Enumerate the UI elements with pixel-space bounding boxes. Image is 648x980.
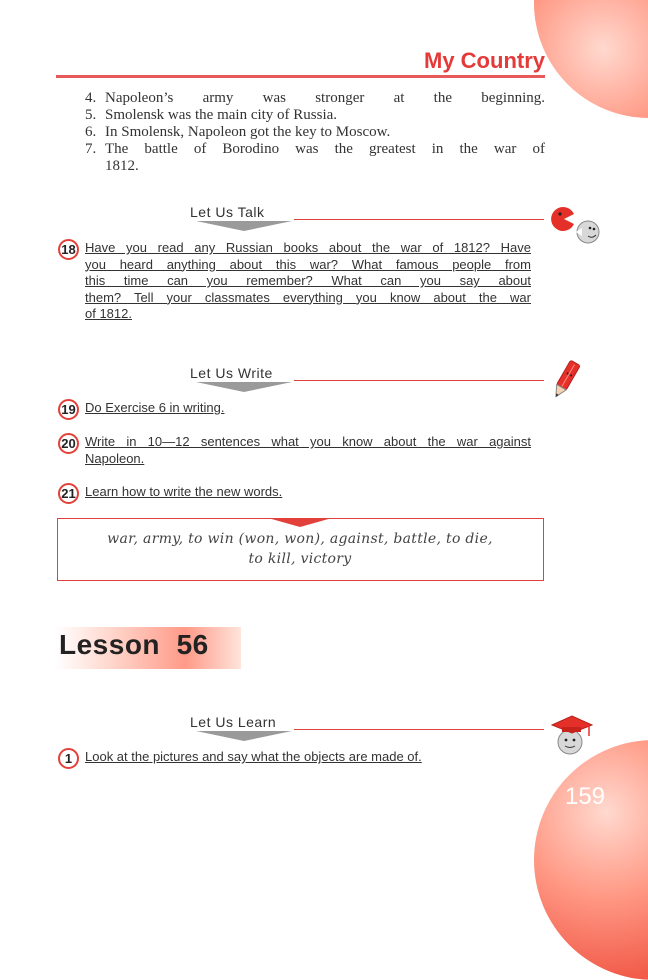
task-20-text: Write in 10—12 sentences what you know about the war against Napoleon. xyxy=(85,434,531,466)
vocabulary-words: war, army, to win (won, won), against, battle, to die, to kill, victory xyxy=(107,531,493,567)
task-1-text: Look at the pictures and say what the objects are made of. xyxy=(85,749,422,764)
task-number-badge: 20 xyxy=(58,433,79,454)
list-item-number: 7. xyxy=(85,141,97,157)
page-number: 159 xyxy=(564,783,606,810)
task-number-badge: 1 xyxy=(58,748,79,769)
section-rule xyxy=(294,219,544,220)
pencil-icon xyxy=(548,357,582,403)
list-item-text: In Smolensk, Napoleon got the key to Moscow. xyxy=(105,124,391,140)
chatting-faces-icon xyxy=(548,205,604,247)
list-item-number: 4. xyxy=(85,90,97,106)
header-rule xyxy=(56,75,545,78)
lesson-title: Lesson 56 xyxy=(59,629,209,660)
list-item xyxy=(85,107,545,124)
vocabulary-box-pointer xyxy=(268,518,332,527)
section-label-write: Let Us Write xyxy=(190,365,273,381)
section-rule xyxy=(294,380,544,381)
task-number-badge: 19 xyxy=(58,399,79,420)
task-number-badge: 21 xyxy=(58,483,79,504)
section-pointer xyxy=(196,221,292,231)
list-item-number: 6. xyxy=(85,124,97,140)
graduation-cap-face-icon xyxy=(548,711,596,757)
list-item-text: Smolensk was the main city of Russia. xyxy=(105,107,338,123)
list-item-text: The battle of Borodino was the greatest in the war of xyxy=(105,141,545,157)
task-18-text: Have you read any Russian books about the war of 1812? Have you heard anything about this war? What famous people from this time can you remember? What can you say about them? Tell your classmates everything you know about the war of 1812. xyxy=(85,240,531,321)
section-pointer xyxy=(196,382,292,392)
section-label-talk: Let Us Talk xyxy=(190,204,265,220)
task-21-text: Learn how to write the new words. xyxy=(85,484,283,499)
task-19-text: Do Exercise 6 in writing. xyxy=(85,400,225,415)
corner-decoration-top xyxy=(534,0,648,118)
statement-list xyxy=(85,90,545,175)
section-label-learn: Let Us Learn xyxy=(190,714,277,730)
task-number-badge: 18 xyxy=(58,239,79,260)
corner-decoration-bottom xyxy=(534,740,648,980)
list-item xyxy=(85,90,545,107)
section-rule xyxy=(294,729,544,730)
list-item-number: 5. xyxy=(85,107,97,123)
list-item-text: Napoleon’s army was stronger at the beginning. xyxy=(105,90,545,106)
list-item xyxy=(85,124,545,141)
section-pointer xyxy=(196,731,292,741)
list-item-text: 1812. xyxy=(105,158,139,174)
list-item xyxy=(85,141,545,158)
page-header-title: My Country xyxy=(424,48,545,73)
list-item-continuation xyxy=(85,158,545,175)
